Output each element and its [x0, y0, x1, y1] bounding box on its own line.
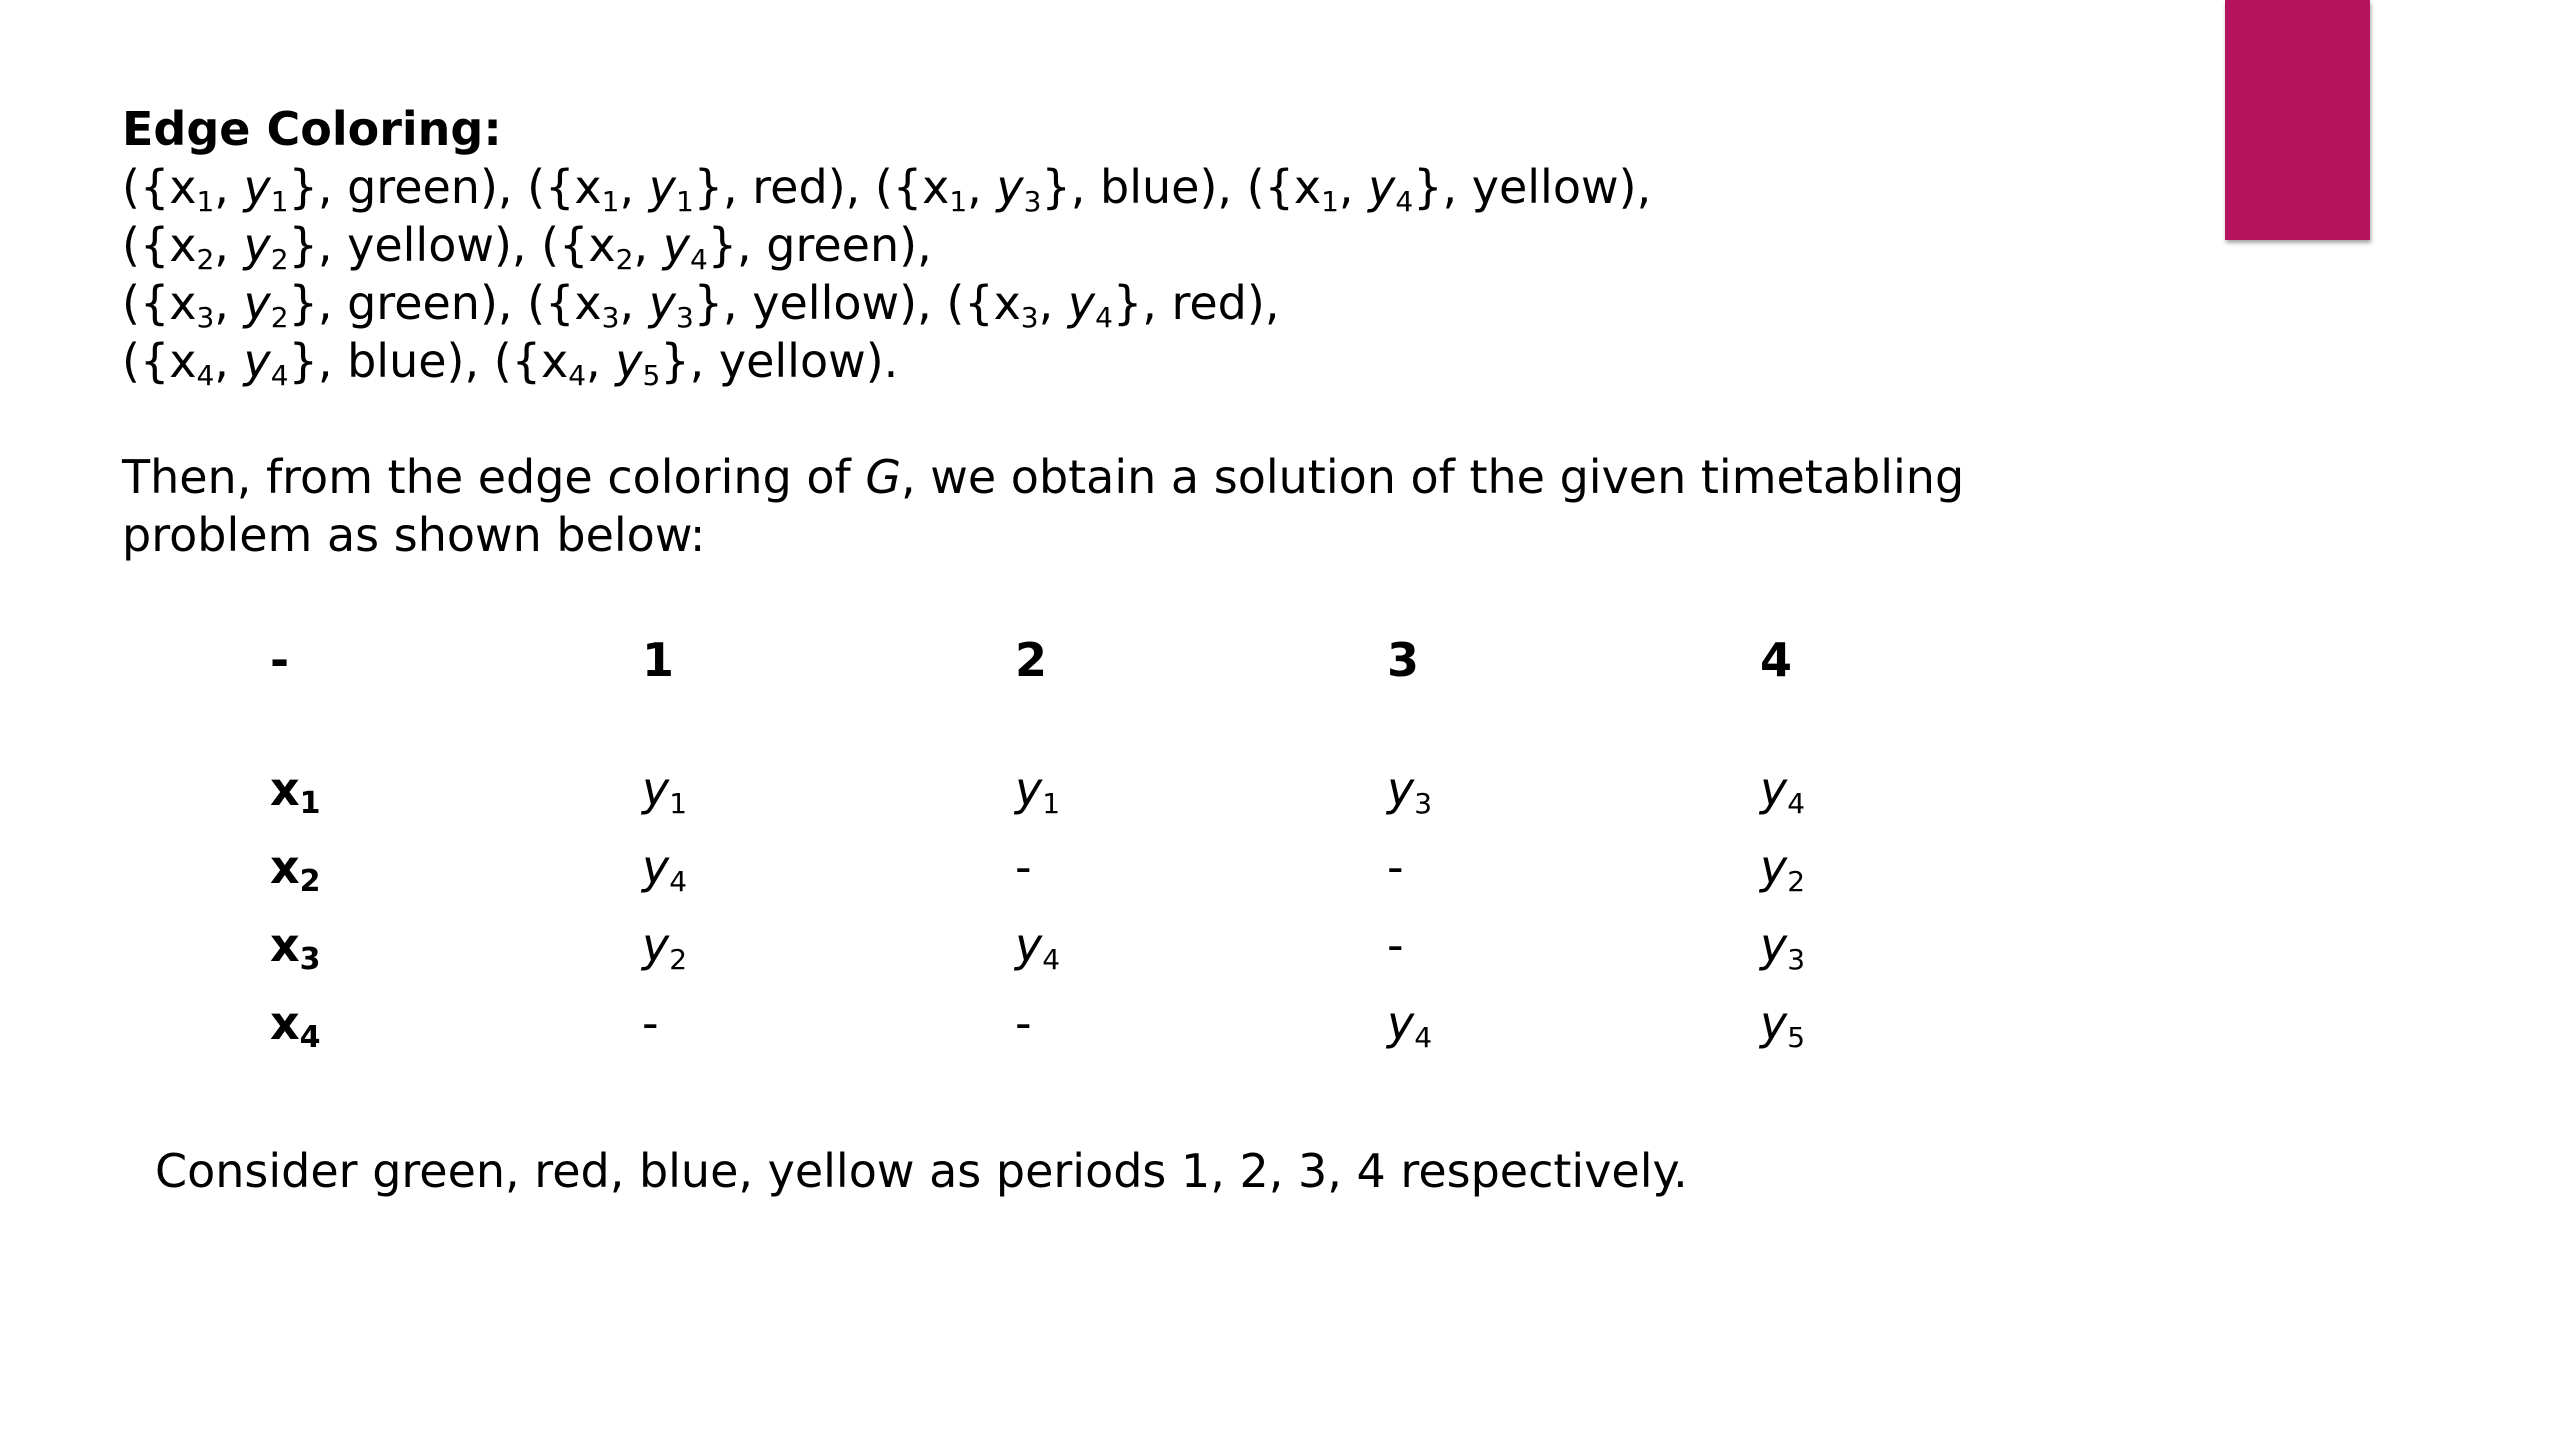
table-cell: [1760, 906, 1960, 984]
edge-color-pair: ({$x_3$, $y_2$}, green),: [122, 276, 528, 334]
pair-separator: ,: [497, 276, 528, 330]
vertex-x: x: [169, 218, 197, 272]
table-row: [270, 906, 1960, 984]
cell-value-index: 4: [1414, 1021, 1433, 1054]
pair-separator: ,: [497, 160, 528, 214]
vertex-x: x: [169, 276, 197, 330]
cell-value-index: 1: [669, 787, 688, 820]
cell-value-index: 4: [669, 865, 688, 898]
edge-color-name: green: [766, 218, 900, 272]
pair-separator: ,: [845, 160, 875, 214]
pair-separator: ,: [917, 276, 947, 330]
edge-color-name: yellow: [718, 334, 866, 388]
vertex-x: x: [169, 334, 197, 388]
cell-value: -: [1387, 840, 1404, 894]
vertex-x-index: 1: [601, 185, 620, 218]
edge-color-pair: ({$x_2$, $y_2$}, yellow),: [122, 218, 542, 276]
header-cell-corner: -: [270, 633, 290, 687]
header-cell-period-1: 1: [642, 633, 675, 687]
edge-color-name: green: [347, 160, 480, 214]
vertex-y: y: [1067, 276, 1096, 330]
pair-separator: .: [883, 334, 899, 388]
vertex-x-index: 3: [601, 301, 620, 334]
edge-coloring-line: [122, 216, 2172, 274]
table-cell: [1760, 984, 1960, 1062]
edge-color-name: yellow: [1471, 160, 1619, 214]
table-cell: [1760, 750, 1960, 828]
cell-value: y: [1760, 996, 1788, 1050]
vertex-y-index: 2: [270, 301, 289, 334]
table-cell: [1015, 750, 1387, 828]
edge-color-pair: ({$x_1$, $y_4$}, yellow),: [1246, 160, 1652, 218]
vertex-x: x: [169, 160, 197, 214]
vertex-y-index: 1: [270, 185, 289, 218]
table-row: [270, 828, 1960, 906]
intro-text-end: , we obtain a solution of the given timetabling problem as shown below:: [122, 450, 1965, 562]
cell-value-index: 1: [1042, 787, 1061, 820]
vertex-x: x: [574, 160, 602, 214]
cell-value: y: [1387, 996, 1415, 1050]
timetable: [270, 620, 1960, 1062]
vertex-x: x: [574, 276, 602, 330]
cell-value: y: [1015, 918, 1043, 972]
cell-value: y: [1387, 762, 1415, 816]
slide-content: [122, 100, 2172, 564]
vertex-y: y: [243, 160, 271, 214]
table-cell: [1760, 828, 1960, 906]
vertex-x-index: 4: [196, 359, 215, 392]
cell-value-index: 5: [1787, 1021, 1806, 1054]
timetable-header-row: [270, 620, 1960, 700]
header-cell-period-4: 4: [1760, 633, 1793, 687]
edge-color-pair: ({$x_2$, $y_4$}, green),: [541, 218, 932, 276]
cell-value-index: 4: [1042, 943, 1061, 976]
row-label-index: 2: [299, 864, 321, 899]
row-label-index: 3: [299, 942, 321, 977]
vertex-x-index: 3: [1020, 301, 1039, 334]
vertex-y-index: 2: [270, 243, 289, 276]
row-label: x: [270, 762, 300, 816]
edge-color-pair: ({$x_4$, $y_5$}, yellow).: [493, 334, 899, 392]
edge-coloring-line: [122, 158, 2172, 216]
pair-separator: ,: [1636, 160, 1652, 214]
cell-value: -: [1015, 996, 1032, 1050]
edge-coloring-line: [122, 332, 2172, 390]
cell-value: y: [642, 918, 670, 972]
vertex-x-index: 3: [196, 301, 215, 334]
cell-value-index: 2: [669, 943, 688, 976]
graph-symbol: G: [865, 450, 902, 504]
row-label: x: [270, 840, 300, 894]
vertex-x-index: 4: [568, 359, 587, 392]
cell-value-index: 3: [1414, 787, 1433, 820]
vertex-y: y: [648, 160, 676, 214]
row-header-cell: [270, 906, 642, 984]
vertex-y: y: [996, 160, 1024, 214]
row-label: x: [270, 996, 300, 1050]
edge-coloring-heading: Edge Coloring:: [122, 102, 502, 156]
cell-value: y: [1760, 762, 1788, 816]
edge-color-pair: ({$x_3$, $y_4$}, red),: [946, 276, 1280, 334]
pair-separator: ,: [1217, 160, 1247, 214]
vertex-y-index: 4: [1095, 301, 1113, 334]
edge-color-pair: ({$x_3$, $y_3$}, yellow),: [527, 276, 947, 334]
vertex-y: y: [243, 334, 271, 388]
table-cell: [642, 750, 1015, 828]
intro-paragraph: [122, 448, 2102, 564]
vertex-y: y: [243, 218, 271, 272]
header-cell-period-2: 2: [1015, 633, 1048, 687]
intro-text-start: Then, from the edge coloring of: [122, 450, 866, 504]
cell-value: -: [1387, 918, 1404, 972]
table-cell: [1387, 750, 1760, 828]
cell-value: y: [1760, 918, 1788, 972]
cell-value: y: [642, 840, 670, 894]
row-label: x: [270, 918, 300, 972]
vertex-y: y: [243, 276, 271, 330]
vertex-x: x: [1293, 160, 1322, 214]
edge-color-name: red: [752, 160, 828, 214]
edge-color-pair: ({$x_4$, $y_4$}, blue),: [122, 334, 494, 392]
cell-value-index: 3: [1787, 943, 1806, 976]
vertex-y-index: 5: [642, 359, 661, 392]
footer-note: Consider green, red, blue, yellow as periods 1, 2, 3, 4 respectively.: [155, 1144, 1688, 1198]
vertex-x: x: [993, 276, 1021, 330]
table-cell: [1015, 906, 1387, 984]
vertex-x-index: 1: [1321, 185, 1339, 218]
cell-value-index: 2: [1787, 865, 1806, 898]
pair-separator: ,: [917, 218, 932, 272]
vertex-y-index: 4: [689, 243, 708, 276]
edge-color-name: red: [1171, 276, 1247, 330]
table-cell: [1387, 906, 1760, 984]
vertex-y-index: 1: [675, 185, 694, 218]
edge-coloring-list: [122, 158, 2172, 390]
accent-tab: [2225, 0, 2370, 240]
header-cell-period-3: 3: [1387, 633, 1420, 687]
vertex-y: y: [615, 334, 643, 388]
table-cell: [1387, 828, 1760, 906]
cell-value: y: [642, 762, 670, 816]
row-header-cell: [270, 984, 642, 1062]
edge-color-name: green: [347, 276, 480, 330]
cell-value: -: [642, 996, 659, 1050]
vertex-y: y: [1368, 160, 1396, 214]
cell-value: y: [1015, 762, 1043, 816]
table-cell: [642, 984, 1015, 1062]
pair-separator: ,: [464, 334, 494, 388]
cell-value: -: [1015, 840, 1032, 894]
row-header-cell: [270, 828, 642, 906]
edge-color-pair: ({$x_1$, $y_3$}, blue),: [874, 160, 1247, 218]
table-cell: [642, 828, 1015, 906]
vertex-x: x: [588, 218, 616, 272]
vertex-x-index: 2: [196, 243, 215, 276]
row-header-cell: [270, 750, 642, 828]
cell-value-index: 4: [1787, 787, 1806, 820]
vertex-y-index: 3: [675, 301, 694, 334]
vertex-x: x: [540, 334, 569, 388]
vertex-y-index: 3: [1023, 185, 1042, 218]
row-label-index: 4: [299, 1020, 321, 1055]
vertex-x-index: 2: [615, 243, 634, 276]
pair-separator: ,: [1264, 276, 1280, 330]
vertex-x-index: 1: [196, 185, 215, 218]
table-cell: [1015, 828, 1387, 906]
edge-coloring-line: [122, 274, 2172, 332]
vertex-x-index: 1: [949, 185, 968, 218]
edge-color-name: yellow: [752, 276, 900, 330]
table-row: [270, 750, 1960, 828]
vertex-y-index: 4: [270, 359, 289, 392]
row-label-index: 1: [299, 786, 321, 821]
vertex-y: y: [648, 276, 676, 330]
edge-color-pair: ({$x_1$, $y_1$}, green),: [122, 160, 528, 218]
table-cell: [1387, 984, 1760, 1062]
edge-color-name: blue: [347, 334, 447, 388]
edge-color-pair: ({$x_1$, $y_1$}, red),: [527, 160, 875, 218]
table-row: [270, 984, 1960, 1062]
table-cell: [1015, 984, 1387, 1062]
table-cell: [642, 906, 1015, 984]
vertex-y: y: [662, 218, 690, 272]
edge-color-name: yellow: [347, 218, 494, 272]
edge-color-name: blue: [1100, 160, 1200, 214]
pair-separator: ,: [511, 218, 542, 272]
timetable-spacer: [270, 700, 1960, 750]
vertex-y-index: 4: [1395, 185, 1414, 218]
vertex-x: x: [922, 160, 950, 214]
cell-value: y: [1760, 840, 1788, 894]
